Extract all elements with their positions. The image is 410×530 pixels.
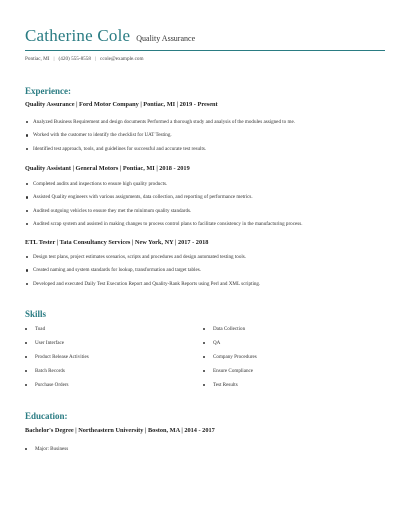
contact-line xyxy=(25,56,144,62)
list-item: Assisted Quality engineers with various assignments, data collection, and reporting of performance metrics. xyxy=(25,191,302,204)
contact-phone: (420) 555-8558 xyxy=(58,56,91,62)
skill-item: Ensure Compliance xyxy=(203,364,257,378)
contact-location: Pontiac, MI xyxy=(25,56,50,62)
skill-item: QA xyxy=(203,336,257,350)
skill-item: Test Results xyxy=(203,378,257,392)
list-item: Audited scrap system and assisted in making changes to process control plans to facilitate consistency in the manufacturing process. xyxy=(25,218,302,231)
list-item: Audited outgoing vehicles to ensure they met the minimum quality standards. xyxy=(25,205,302,218)
list-item: Worked with the customer to identify the checklist for UAT Testing. xyxy=(25,129,295,142)
list-item: Identified test approach, tools, and guidelines for successful and accurate test results. xyxy=(25,143,295,156)
skill-item: Purchase Orders xyxy=(25,378,89,392)
list-item: Developed and executed Daily Test Execution Report and Quality-Rank Reports using Perl and XML scripting. xyxy=(25,278,260,291)
skill-item: Batch Records xyxy=(25,364,89,378)
skill-item: Data Collection xyxy=(203,322,257,336)
skill-item: Product Release Activities xyxy=(25,350,89,364)
list-item: Major: Business xyxy=(25,442,68,456)
education-entry: Bachelor's Degree | Northeastern University | Boston, MA | 2014 - 2017 xyxy=(25,427,215,434)
candidate-name: Catherine Cole xyxy=(25,26,131,45)
skills-list-left xyxy=(25,322,89,392)
resume-header xyxy=(25,26,195,46)
skill-item: User Interface xyxy=(25,336,89,350)
skill-item: Toad xyxy=(25,322,89,336)
job-bullets xyxy=(25,116,295,156)
job-title: Quality Assistant | General Motors | Pontiac, MI | 2018 - 2019 xyxy=(25,165,190,172)
job-title: ETL Tester | Tata Consultancy Services | New York, NY | 2017 - 2018 xyxy=(25,239,209,246)
list-item: Completed audits and inspections to ensure high quality products. xyxy=(25,178,302,191)
job-title: Quality Assurance | Ford Motor Company | Pontiac, MI | 2019 - Present xyxy=(25,101,218,108)
skills-list-right xyxy=(203,322,257,392)
job-bullets xyxy=(25,251,260,291)
job-bullets xyxy=(25,178,302,231)
education-heading: Education: xyxy=(25,411,68,421)
candidate-title: Quality Assurance xyxy=(136,34,196,43)
list-item: Design test plans, project estimates scenarios, scripts and procedures and design automated testing tools. xyxy=(25,251,260,264)
contact-separator: | xyxy=(94,56,97,62)
header-divider xyxy=(25,50,385,51)
list-item: Created naming and system standards for lookup, transformation and target tables. xyxy=(25,264,260,277)
contact-separator: | xyxy=(53,56,55,62)
list-item: Analyzed Business Requirement and design documents Performed a thorough study and analysis of the modules assigned to me. xyxy=(25,116,295,129)
contact-email[interactable]: ccole@example.com xyxy=(100,56,144,62)
skill-item: Company Procedures xyxy=(203,350,257,364)
skills-heading: Skills xyxy=(25,309,47,319)
experience-heading: Experience: xyxy=(25,86,71,96)
education-bullets xyxy=(25,442,68,456)
